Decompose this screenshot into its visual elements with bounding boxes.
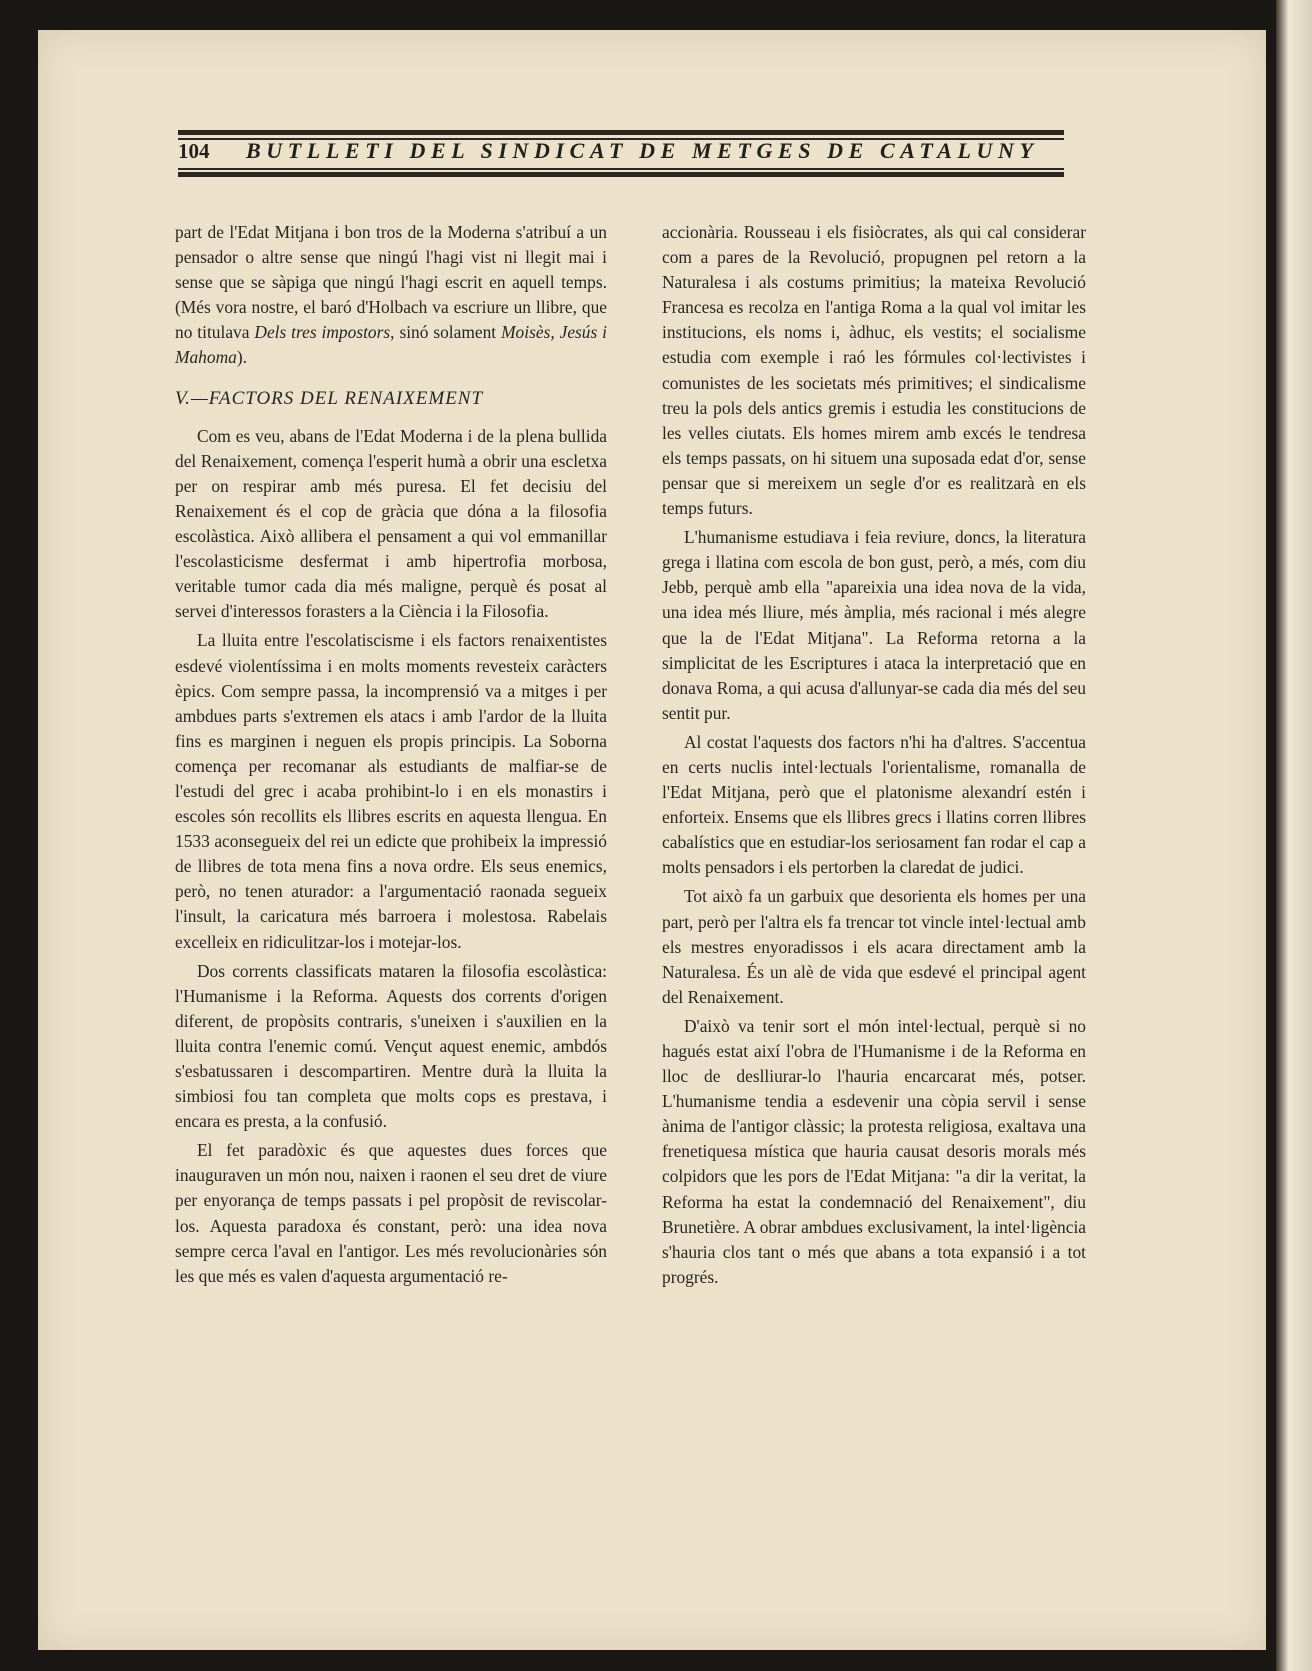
paragraph: El fet paradòxic és que aquestes dues forces que inauguraven un món nou, naixen i raonen el seu dret de viure per enyorança de temps passats i pel propòsit de reviscolar-los. Aquesta paradoxa és constant, però: una idea nova sempre cerca l'aval en l'antigor. Les més revolucionàries són les que més es valen d'aquesta argumentació re- bbox=[175, 1140, 607, 1286]
header-bottom-rule-thin bbox=[178, 168, 1064, 170]
paragraph: accionària. Rousseau i els fisiòcrates, als qui cal considerar com a pares de la Revolució, propugnen pel retorn a la Naturalesa i als costums primitius; la mateixa Revolució Francesa es recolza en l'antiga Roma a la qual vol imitar les institucions, els noms i, àdhuc, els vestits; el socialisme estudia com exemple i raó les fórmules col·lectivistes i comunistes de les societats més primitives; el sindicalisme treu la pols dels antics gremis i estudia les constitucions de les velles ciutats. Els homes mirem amb excés le tendresa els temps passats, on hi situem una suposada edat d'or, sense pensar que si mereixem un segle d'or es realitzarà en els temps futurs. bbox=[662, 222, 1086, 519]
header-bottom-rule-thick bbox=[178, 172, 1064, 177]
page-number: 104 bbox=[178, 139, 210, 163]
opening-text-2: , sinó solament bbox=[390, 322, 502, 343]
paragraph: La lluita entre l'escolatiscisme i els factors renaixentistes esdevé violentíssima i en molts moments revesteix caràcters èpics. Com sempre passa, la incomprensió va a mitges i per ambdues parts s'extremen els atacs i amb l'ardor de la lluita fins es marginen i neguen els propis principis. La Soborna comença per recomanar als estudiants de malfiar-se de l'estudi del grec i acaba prohibint-lo i en els monastirs i escoles són recollits els llibres escrits en aquesta llengua. En 1533 aconsegueix del rei un edicte que prohibeix la impressió de llibres de tota mena fins a nova ordre. Els seus enemics, però, no tenen aturador: a l'argumentació raonada segueix l'insult, la caricatura més barroera i molestosa. Rabelais excelleix en ridiculitzar-los i motejar-los. bbox=[175, 630, 607, 952]
alt-title-italic: Moisès, Jesús i Mahoma bbox=[175, 322, 608, 368]
opening-text-1: part de l'Edat Mitjana i bon tros de la Moderna s'atribuí a un pensador o altre sense que ningú l'hagi vist ni llegit mai i sense que se sàpiga que ningú l'hagi escrit en aquell temps. (Més vora nostre, el baró d'Holbach va escriure un llibre, que no titulava bbox=[175, 222, 607, 343]
right-column bbox=[662, 220, 1086, 1290]
paragraph: Com es veu, abans de l'Edat Moderna i de la plena bullida del Renaixement, comença l'esperit humà a obrir una escletxa per on respirar amb més puresa. El fet decisiu del Renaixement és el cop de gràcia que dóna a la filosofia escolàstica. Això allibera el pensament a qui vol emmanillar l'escolasticisme desfermat i amb hipertrofia morbosa, veritable tumor cada dia més maligne, perquè és posat al servei d'interessos forasters a la Ciència i la Filosofia. bbox=[175, 425, 607, 622]
running-header bbox=[178, 100, 1064, 172]
book-title-italic: Dels tres impostors bbox=[254, 322, 391, 343]
paragraph: L'humanisme estudiava i feia reviure, doncs, la literatura grega i llatina com escola de bon gust, però, a més, com diu Jebb, perquè amb ella "apareixia una idea nova de la vida, una idea més lliure, més àmplia, més racional i més alegre que la de l'Edat Mitjana". La Reforma retorna a la simplicitat de les Escriptures i ataca la interpretació que en donava Roma, a qui acusa d'allunyar-se cada dia més del seu sentit pur. bbox=[662, 527, 1086, 723]
paragraph: Al costat l'aquests dos factors n'hi ha d'altres. S'accentua en certs nuclis intel·lectuals l'orientalisme, romanalla de l'Edat Mitjana, però que el platonisme alexandrí estén i enforteix. Ensems que els llibres grecs i llatins corren llibres cabalístics que en estudiar-los seriosament fan rodar el cap a molts pensadors i els pertorben la claredat de judici. bbox=[662, 731, 1086, 878]
book-spine bbox=[1276, 0, 1312, 1671]
running-title: BUTLLETI DEL SINDICAT DE METGES DE CATALUNY bbox=[246, 138, 1039, 163]
header-top-rule-thick bbox=[178, 130, 1064, 135]
section-heading: V.—FACTORS DEL RENAIXEMENT bbox=[175, 387, 484, 409]
paragraph: Tot això fa un garbuix que desorienta els homes per una part, però per l'altra els fa trencar tot vincle intel·lectual amb els mestres enyoradissos i els acara directament amb la Naturalesa. És un alè de vida que esdevé el principal agent del Renaixement. bbox=[662, 886, 1086, 1007]
left-column bbox=[175, 220, 607, 1289]
opening-paragraph bbox=[175, 220, 607, 371]
paragraph: Dos corrents classificats mataren la filosofia escolàstica: l'Humanisme i la Reforma. Aquests dos corrents d'origen diferent, de propòsits contraris, s'uneixen i s'auxilien en la lluita contra l'enemic comú. Vençut aquest enemic, ambdós s'esbatussaren i descompartiren. Mentre durà la lluita la simbiosi fou tan completa que molts cops es prestava, i encara es presta, a la confusió. bbox=[175, 960, 607, 1132]
opening-text-3: ). bbox=[236, 347, 247, 368]
paragraph: D'això va tenir sort el món intel·lectual, perquè si no hagués estat així l'obra de l'Humanisme i de la Reforma en lloc de deslliurar-lo l'hauria encarcarat més, potser. L'humanisme tendia a esdevenir una còpia servil i sense ànima de l'antigor clàssic; la protesta religiosa, exaltava una frenetiquesa mística que hauria causat desoris morals més colpidors que les pors de l'Edat Mitjana: "a dir la veritat, la Reforma ha estat la condemnació del Renaixement", diu Brunetière. A obrar ambdues exclusivament, la intel·ligència s'hauria clos tant o més que abans a tota expansió i a tot progrés. bbox=[662, 1015, 1086, 1287]
